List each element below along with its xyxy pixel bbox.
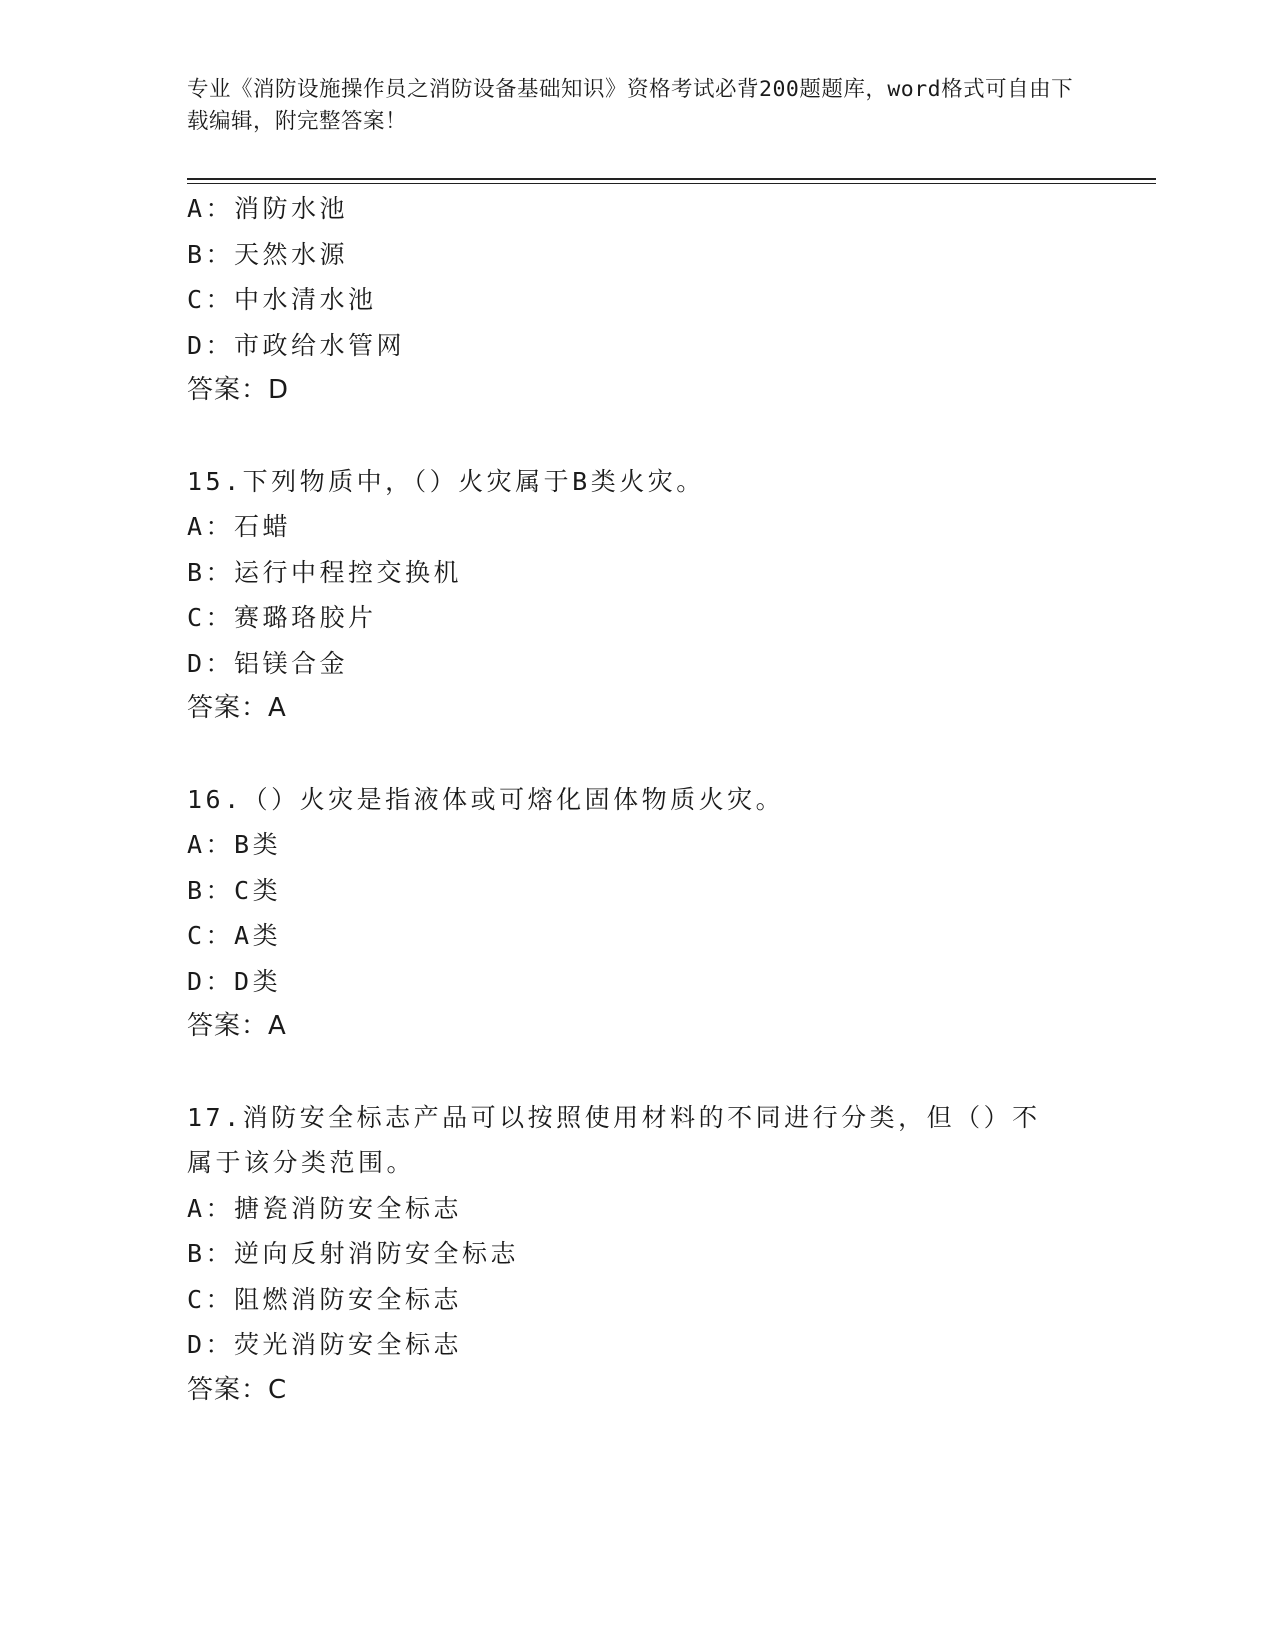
question-block-14 bbox=[187, 186, 1087, 414]
question-block-15 bbox=[187, 459, 1087, 732]
option-a: A：石蜡 bbox=[187, 512, 292, 541]
option-d: D：市政给水管网 bbox=[187, 330, 406, 360]
option-d: D：荧光消防安全标志 bbox=[187, 1330, 463, 1359]
header-rule-thick bbox=[187, 178, 1156, 180]
option-c: C：中水清水池 bbox=[187, 285, 377, 314]
option-c: C：阻燃消防安全标志 bbox=[187, 1284, 463, 1314]
answer: 答案：A bbox=[187, 693, 287, 723]
header-rule-thin bbox=[187, 183, 1156, 184]
document-header: 专业《消防设施操作员之消防设备基础知识》资格考试必背200题题库，word格式可自由下载编辑，附完整答案！ bbox=[187, 77, 1074, 134]
document-body bbox=[187, 186, 1087, 1413]
answer: 答案：C bbox=[187, 1374, 288, 1405]
question-block-17 bbox=[187, 1095, 1087, 1414]
option-d: D：铝镁合金 bbox=[187, 648, 349, 678]
option-a: A：消防水池 bbox=[187, 194, 349, 223]
option-b: B：天然水源 bbox=[187, 239, 349, 269]
option-a: A：B类 bbox=[187, 830, 282, 859]
question-text: 17.消防安全标志产品可以按照使用材料的不同进行分类，但（）不属于该分类范围。 bbox=[187, 1102, 1041, 1177]
option-b: B：逆向反射消防安全标志 bbox=[187, 1239, 520, 1268]
answer: 答案：A bbox=[187, 1011, 287, 1041]
answer: 答案：D bbox=[187, 375, 290, 405]
option-c: C：A类 bbox=[187, 921, 282, 950]
option-b: B：C类 bbox=[187, 875, 282, 905]
option-c: C：赛璐珞胶片 bbox=[187, 603, 377, 632]
option-a: A：搪瓷消防安全标志 bbox=[187, 1193, 463, 1223]
option-b: B：运行中程控交换机 bbox=[187, 557, 463, 587]
question-text: 15.下列物质中，（）火灾属于B类火灾。 bbox=[187, 466, 705, 496]
question-block-16 bbox=[187, 777, 1087, 1050]
option-d: D：D类 bbox=[187, 966, 282, 996]
question-text: 16.（）火灾是指液体或可熔化固体物质火灾。 bbox=[187, 784, 785, 814]
